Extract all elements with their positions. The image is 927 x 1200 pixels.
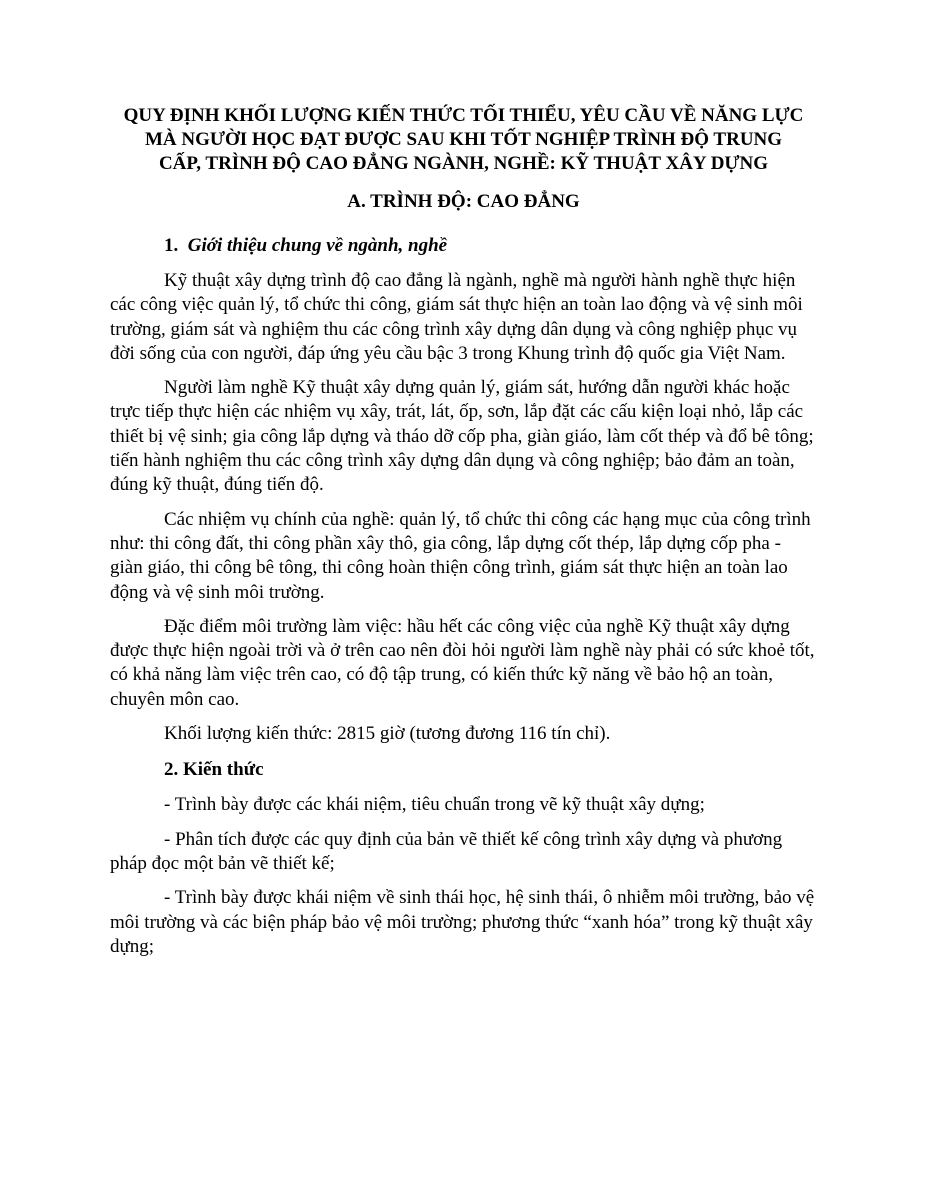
heading-general-introduction	[110, 234, 817, 258]
section-a-heading: A. TRÌNH ĐỘ: CAO ĐẲNG	[347, 191, 580, 212]
paragraph: Các nhiệm vụ chính của nghề: quản lý, tổ chức thi công các hạng mục của công trình như: thi công đất, thi công phần xây thô, gia công, lắp dựng cốt thép, lắp dựng cốp pha - giàn giáo, thi công bê tông, thi công hoàn thiện công trình, giám sát thực hiện an toàn lao động và vệ sinh môi trường.	[110, 508, 811, 603]
paragraph: Người làm nghề Kỹ thuật xây dựng quản lý, giám sát, hướng dẫn người khác hoặc trực tiếp thực hiện các nhiệm vụ xây, trát, lát, ốp, sơn, lắp đặt các cấu kiện loại nhỏ, lắp các thiết bị vệ sinh; gia công lắp dựng và tháo dỡ cốp pha, giàn giáo, làm cốt thép và đổ bê tông; tiến hành nghiệm thu các công trình xây dựng dân dụng và công nghiệp; bảo đảm an toàn, đúng kỹ thuật, đúng tiến độ.	[110, 377, 814, 496]
heading-knowledge: 2. Kiến thức	[164, 759, 264, 781]
bullet-paragraph: - Trình bày được các khái niệm, tiêu chuẩn trong vẽ kỹ thuật xây dựng;	[164, 794, 705, 816]
paragraph: Đặc điểm môi trường làm việc: hầu hết các công việc của nghề Kỹ thuật xây dựng được thực hiện ngoài trời và ở trên cao nên đòi hỏi người làm nghề này phải có sức khoẻ tốt, có khả năng làm việc trên cao, có độ tập trung, có kiến thức kỹ năng về bảo hộ an toàn, chuyên môn cao.	[110, 615, 815, 710]
title-line: QUY ĐỊNH KHỐI LƯỢNG KIẾN THỨC TỐI THIỂU, YÊU CẦU VỀ NĂNG LỰC	[123, 105, 804, 126]
title-line: MÀ NGƯỜI HỌC ĐẠT ĐƯỢC SAU KHI TỐT NGHIỆP TRÌNH ĐỘ TRUNG	[144, 129, 783, 150]
heading-number: 1.	[164, 235, 179, 256]
heading-text: Giới thiệu chung về ngành, nghề	[187, 235, 448, 256]
document-page	[110, 104, 817, 959]
bullet-paragraph: - Phân tích được các quy định của bản vẽ thiết kế công trình xây dựng và phương pháp đọc một bản vẽ thiết kế;	[110, 828, 783, 874]
title-line: CẤP, TRÌNH ĐỘ CAO ĐẲNG NGÀNH, NGHỀ: KỸ THUẬT XÂY DỰNG	[158, 153, 769, 174]
paragraph: Kỹ thuật xây dựng trình độ cao đẳng là ngành, nghề mà người hành nghề thực hiện các công việc quản lý, tổ chức thi công, giám sát thực hiện an toàn lao động và vệ sinh môi trường, giám sát và nghiệm thu các công trình xây dựng dân dụng và công nghiệp phục vụ đời sống của con người, đáp ứng yêu cầu bậc 3 trong Khung trình độ quốc gia Việt Nam.	[110, 270, 803, 364]
bullet-paragraph: - Trình bày được khái niệm về sinh thái học, hệ sinh thái, ô nhiễm môi trường, bảo vệ môi trường và các biện pháp bảo vệ môi trường; phương thức “xanh hóa” trong kỹ thuật xây dựng;	[110, 887, 815, 957]
document-title	[110, 104, 817, 176]
paragraph: Khối lượng kiến thức: 2815 giờ (tương đương 116 tín chỉ).	[164, 723, 611, 745]
